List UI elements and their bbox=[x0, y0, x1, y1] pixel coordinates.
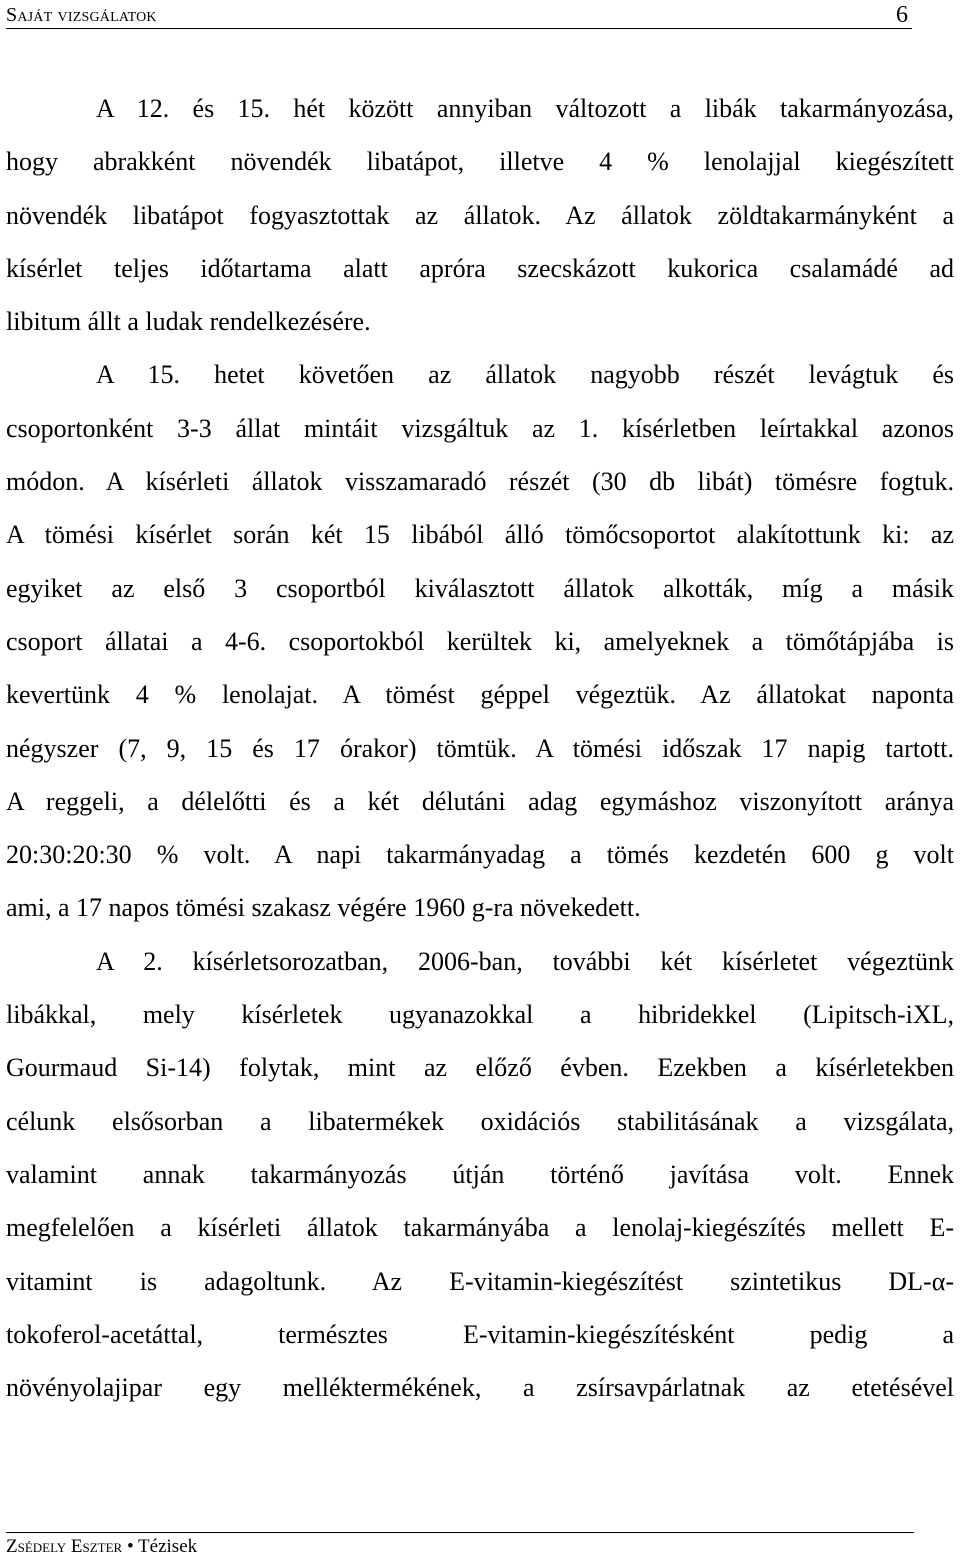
text-line: A 2. kísérletsorozatban, 2006-ban, további két kísérletet végeztünk bbox=[96, 946, 954, 976]
section-title: Saját vizsgálatok bbox=[6, 4, 157, 26]
text-line: egyiket az első 3 csoportból kiválasztott állatok alkották, míg a másik bbox=[6, 573, 954, 603]
footer-bullet: • bbox=[126, 1536, 134, 1557]
text-line: növendék libatápot fogyasztottak az állatok. Az állatok zöldtakarmányként a bbox=[6, 200, 954, 230]
text-line: csoport állatai a 4-6. csoportokból kerültek ki, amelyeknek a tömőtápjába is bbox=[6, 626, 954, 656]
text-line: négyszer (7, 9, 15 és 17 órakor) tömtük. A tömési időszak 17 napig tartott. bbox=[6, 733, 954, 763]
footer-section: Tézisek bbox=[138, 1536, 198, 1557]
text-line: megfelelően a kísérleti állatok takarmányába a lenolaj-kiegészítés mellett E- bbox=[6, 1213, 954, 1243]
text-line: növényolajipar egy melléktermékének, a zsírsavpárlatnak az etetésével bbox=[6, 1373, 954, 1403]
text-line: kevertünk 4 % lenolajat. A tömést géppel végeztük. Az állatokat naponta bbox=[6, 680, 954, 710]
text-line: Gourmaud Si-14) folytak, mint az előző évben. Ezekben a kísérletekben bbox=[6, 1053, 954, 1083]
text-line: hogy abrakként növendék libatápot, illetve 4 % lenolajjal kiegészített bbox=[6, 147, 954, 177]
page-number: 6 bbox=[896, 2, 908, 28]
text-line: A tömési kísérlet során két 15 libából álló tömőcsoportot alakítottunk ki: az bbox=[6, 520, 954, 550]
body-text bbox=[6, 82, 954, 1414]
text-line: csoportonként 3-3 állat mintáit vizsgáltuk az 1. kísérletben leírtakkal azonos bbox=[6, 413, 954, 443]
text-line: libákkal, mely kísérletek ugyanazokkal a hibridekkel (Lipitsch-iXL, bbox=[6, 1000, 954, 1030]
text-line: kísérlet teljes időtartama alatt apróra szecskázott kukorica csalamádé ad bbox=[6, 253, 954, 283]
text-line: 20:30:20:30 % volt. A napi takarmányadag a tömés kezdetén 600 g volt bbox=[6, 840, 954, 870]
footer-author: Zsédely Eszter bbox=[6, 1536, 123, 1557]
text-line: A 12. és 15. hét között annyiban változott a libák takarmányozása, bbox=[96, 94, 954, 123]
text-line: módon. A kísérleti állatok visszamaradó részét (30 db libát) tömésre fogtuk. bbox=[6, 467, 954, 497]
text-line: A reggeli, a délelőtti és a két délutáni adag egymáshoz viszonyított aránya bbox=[6, 786, 954, 816]
page-header bbox=[6, 2, 912, 29]
text-line: célunk elsősorban a libatermékek oxidációs stabilitásának a vizsgálata, bbox=[6, 1106, 954, 1136]
text-line: libitum állt a ludak rendelkezésére. bbox=[6, 307, 371, 337]
page-footer bbox=[6, 1532, 914, 1561]
text-line: tokoferol-acetáttal, természtes E-vitamin-kiegészítésként pedig a bbox=[6, 1319, 954, 1349]
text-line: ami, a 17 napos tömési szakasz végére 1960 g-ra növekedett. bbox=[6, 893, 641, 923]
text-line: vitamint is adagoltunk. Az E-vitamin-kiegészítést szintetikus DL-α- bbox=[6, 1266, 954, 1296]
text-line: valamint annak takarmányozás útján történő javítása volt. Ennek bbox=[6, 1159, 954, 1189]
text-line: A 15. hetet követően az állatok nagyobb részét levágtuk és bbox=[96, 360, 954, 390]
